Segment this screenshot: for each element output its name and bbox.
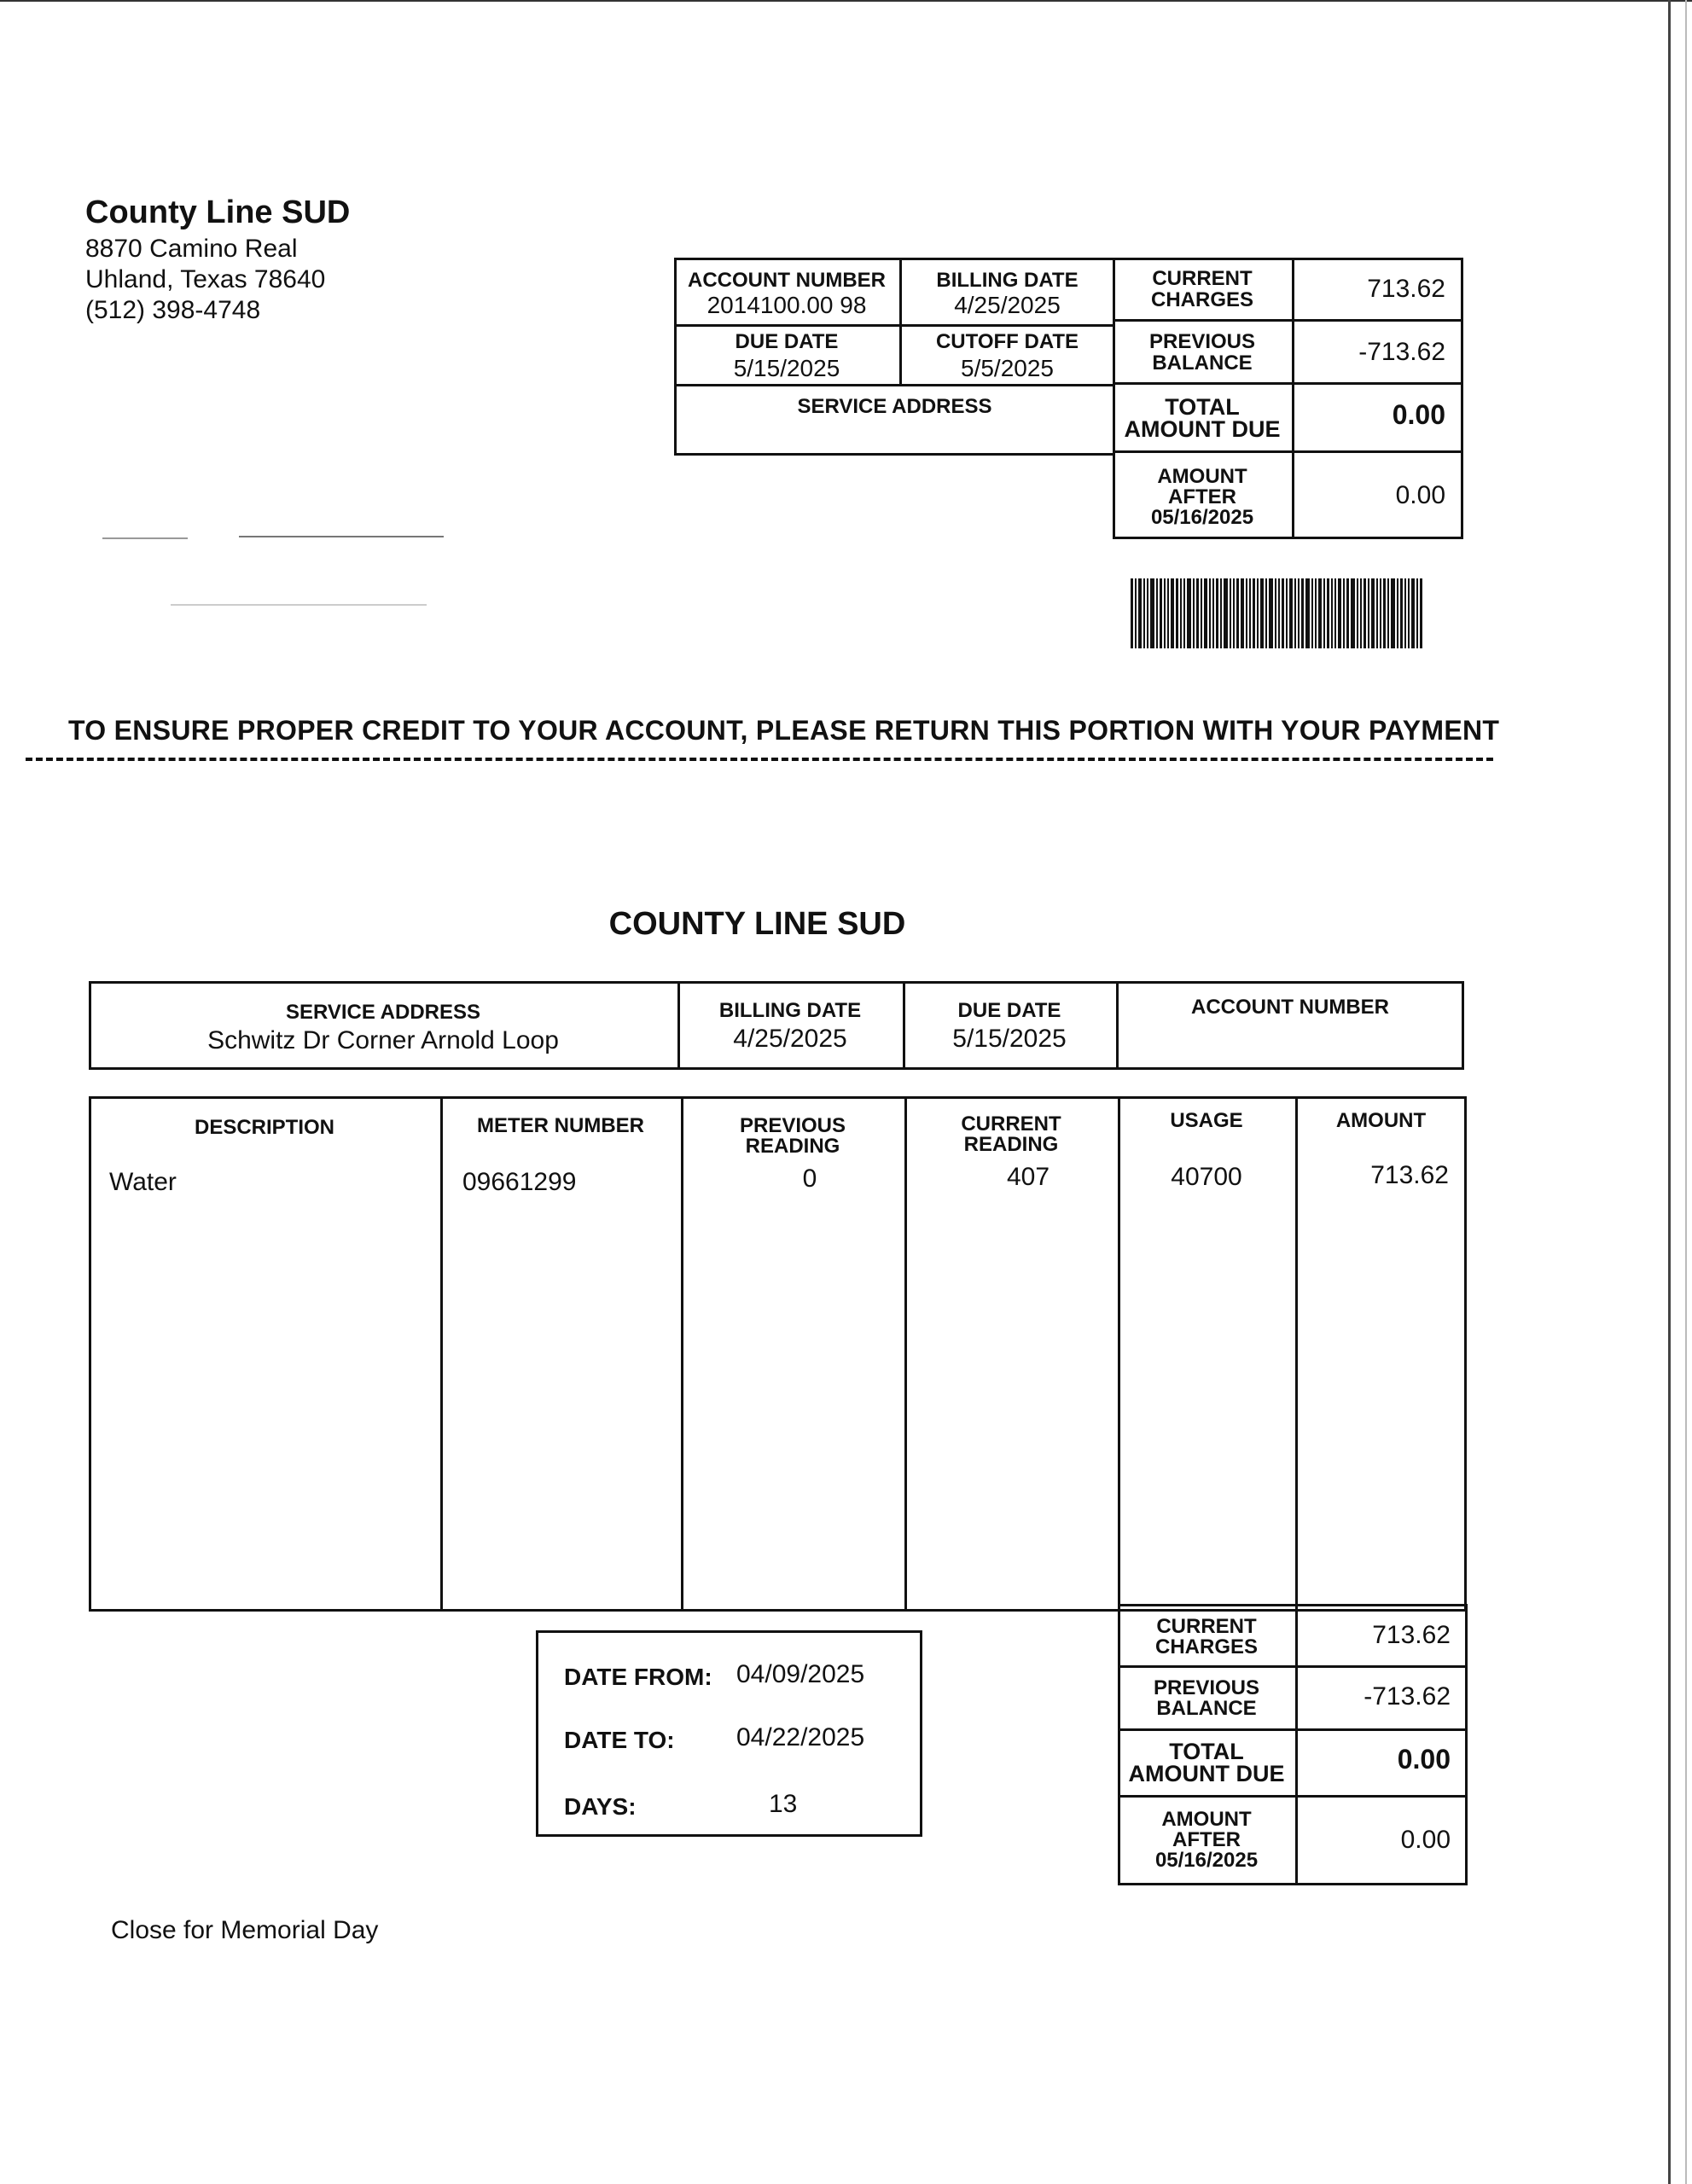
redacted-mailing-address (85, 503, 469, 614)
stub-total-due: 0.00 (1392, 399, 1445, 430)
summary-total-due-label-2: AMOUNT DUE (1128, 1761, 1285, 1786)
stub-total-due-label-2: AMOUNT DUE (1124, 416, 1281, 442)
days: 13 (769, 1790, 798, 1818)
stub-billing-date: 4/25/2025 (954, 292, 1061, 318)
stub-previous-balance: -713.62 (1358, 338, 1445, 366)
stub-due-date: 5/15/2025 (733, 355, 840, 381)
row-previous-reading: 0 (802, 1165, 817, 1193)
col-amount-header: AMOUNT (1335, 1109, 1427, 1132)
summary-total-due: 0.00 (1397, 1744, 1451, 1774)
stub-current-charges: 713.62 (1367, 275, 1445, 303)
stub-account-number: 2014100.00 98 (706, 292, 867, 318)
stub-amount-after: 0.00 (1395, 481, 1445, 509)
date-from-label: DATE FROM: (564, 1664, 712, 1690)
stub-total-due-label-1: TOTAL (1165, 394, 1240, 420)
summary-amount-after-label-2: AFTER (1172, 1828, 1241, 1851)
row-meter-number: 09661299 (462, 1168, 577, 1196)
col-usage-header: USAGE (1170, 1109, 1243, 1132)
barcode (1131, 578, 1463, 648)
bill-billing-date: 4/25/2025 (733, 1025, 847, 1053)
stub-amount-after-label-2: AFTER (1168, 485, 1236, 508)
col-current-reading-header-1: CURRENT (961, 1112, 1061, 1136)
row-usage: 40700 (1171, 1163, 1242, 1191)
col-meter-number-header: METER NUMBER (477, 1114, 644, 1137)
stub-current-charges-label: CURRENT CHARGES (1150, 267, 1253, 311)
summary-current-charges-label-1: CURRENT (1156, 1615, 1257, 1638)
bill-service-address: Schwitz Dr Corner Arnold Loop (207, 1026, 559, 1054)
stub-service-address-label: SERVICE ADDRESS (797, 395, 992, 418)
summary-current-charges: 713.62 (1372, 1621, 1451, 1649)
company-phone: (512) 398-4748 (85, 296, 261, 324)
stub-billing-date-label: BILLING DATE (936, 269, 1079, 292)
company-address-line2: Uhland, Texas 78640 (85, 265, 326, 293)
stub-account-number-label: ACCOUNT NUMBER (688, 269, 886, 292)
bill-summary-table (1118, 1604, 1468, 1885)
summary-previous-balance-label-2: BALANCE (1156, 1697, 1257, 1720)
summary-amount-after-label-1: AMOUNT (1161, 1808, 1252, 1831)
stub-cutoff-date-label: CUTOFF DATE (935, 330, 1079, 353)
bill-title: COUNTY LINE SUD (608, 906, 906, 942)
footer-note: Close for Memorial Day (111, 1916, 379, 1944)
col-current-reading-header-2: READING (963, 1133, 1059, 1156)
tear-off-line (26, 758, 1493, 761)
bill-due-date-label: DUE DATE (957, 999, 1061, 1022)
usage-detail-table (89, 1096, 1467, 1612)
company-address-line1: 8870 Camino Real (85, 235, 298, 263)
page-right-shadow (1685, 0, 1687, 2184)
bill-account-number-label: ACCOUNT NUMBER (1191, 996, 1389, 1019)
row-current-reading: 407 (1006, 1163, 1050, 1191)
stub-previous-balance-label: PREVIOUS BALANCE (1148, 330, 1256, 375)
row-description: Water (109, 1168, 177, 1196)
stub-due-date-label: DUE DATE (735, 330, 839, 353)
summary-current-charges-label-2: CHARGES (1154, 1635, 1258, 1658)
stub-amount-after-label-1: AMOUNT (1157, 465, 1247, 488)
page-top-edge (0, 0, 1692, 2)
bill-due-date: 5/15/2025 (952, 1025, 1067, 1053)
date-to: 04/22/2025 (736, 1723, 865, 1751)
col-previous-reading-header-2: READING (745, 1135, 840, 1158)
bill-service-address-label: SERVICE ADDRESS (285, 1001, 481, 1024)
date-from: 04/09/2025 (736, 1660, 865, 1688)
summary-amount-after-date: 05/16/2025 (1154, 1849, 1259, 1872)
row-amount: 713.62 (1370, 1161, 1449, 1189)
summary-previous-balance: -713.62 (1363, 1682, 1451, 1711)
bill-billing-date-label: BILLING DATE (718, 999, 862, 1022)
summary-previous-balance-label-1: PREVIOUS (1153, 1676, 1260, 1699)
col-previous-reading-header-1: PREVIOUS (739, 1114, 846, 1137)
service-period-box (536, 1630, 922, 1837)
page-right-edge (1668, 0, 1671, 2184)
bill-header-table (89, 981, 1464, 1070)
date-to-label: DATE TO: (564, 1727, 675, 1753)
summary-total-due-label-1: TOTAL (1169, 1739, 1244, 1764)
company-name: County Line SUD (85, 195, 351, 230)
return-instructions: TO ENSURE PROPER CREDIT TO YOUR ACCOUNT, PLEASE RETURN THIS PORTION WITH YOUR PAYMENT (68, 715, 1500, 746)
stub-cutoff-date: 5/5/2025 (961, 355, 1054, 381)
stub-summary-table (674, 258, 1463, 539)
stub-amount-after-date: 05/16/2025 (1150, 506, 1254, 529)
days-label: DAYS: (564, 1793, 637, 1820)
col-description-header: DESCRIPTION (194, 1116, 334, 1139)
summary-amount-after: 0.00 (1400, 1826, 1451, 1854)
